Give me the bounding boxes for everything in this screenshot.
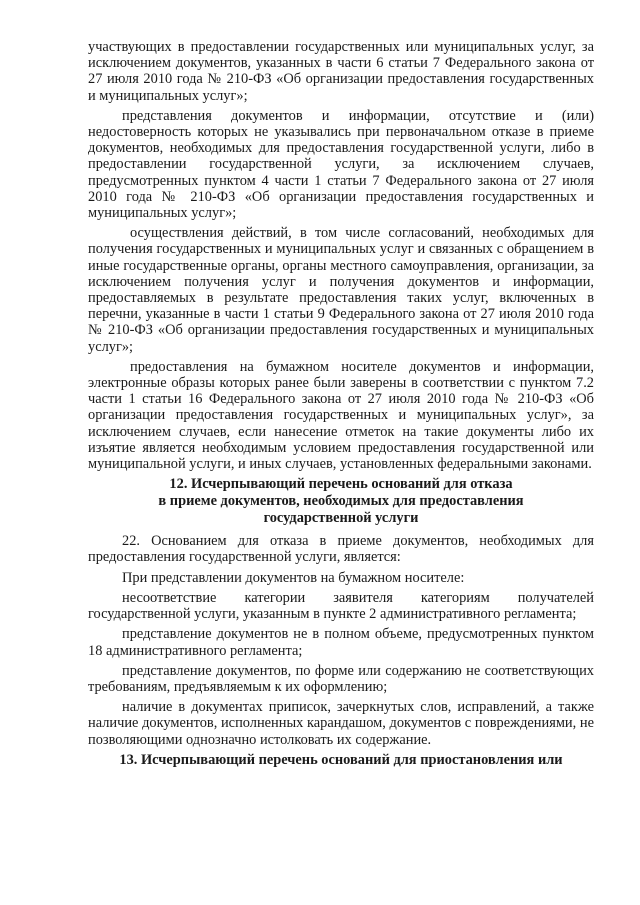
paragraph-clause-22: 22. Основанием для отказа в приеме документов, необходимых для предоставления государственной услуги, является: <box>88 533 594 566</box>
section-heading-13 <box>88 752 594 769</box>
paragraph-requirement-actions: осуществления действий, в том числе согласований, необходимых для получения государственных и муниципальных услуг и связанных с обращением в иные государственные органы, органы местного самоуправления, организации, за исключением получения услуг и получения документов и информации, предоставляемых в результате предоставления таких услуг, включенных в перечни, указанные в части 1 статьи 9 Федерального закона от 27 июля 2010 года № 210-ФЗ «Об организации предоставления государственных и муниципальных услуг»; <box>88 225 594 355</box>
paragraph-paper-submission: При представлении документов на бумажном носителе: <box>122 569 465 586</box>
section-heading-12-line1: 12. Исчерпывающий перечень оснований для отказа <box>169 476 513 493</box>
section-heading-12-line3: государственной услуги <box>263 510 419 527</box>
paragraph-reason-incomplete: представление документов не в полном объеме, предусмотренных пунктом 18 административного регламента; <box>88 626 594 659</box>
paragraph-reason-form: представление документов, по форме или содержанию не соответствующих требованиям, предъявляемым к их оформлению; <box>88 662 594 695</box>
section-heading-13-line1: 13. Исчерпывающий перечень оснований для приостановления или <box>119 751 563 768</box>
paragraph-requirement-paper: предоставления на бумажном носителе документов и информации, электронные образы которых ранее были заверены в соответствии с пунктом 7.2 части 1 статьи 16 Федерального закона от 27 июля 2010 года № 210-ФЗ «Об организации предоставления государственных и муниципальных услуг», за исключением случаев, если нанесение отметок на такие документы либо их изъятие является необходимым условием предоставления государственной или муниципальной услуги, и иных случаев, установленных федеральными законами. <box>88 358 594 473</box>
paragraph-continuation: участвующих в предоставлении государственных или муниципальных услуг, за исключением документов, указанных в части 6 статьи 7 Федерального закона от 27 июля 2010 года № 210-ФЗ «Об организации предоставления государственных и муниципальных услуг»; <box>88 39 594 104</box>
document-page <box>88 39 594 775</box>
section-heading-12 <box>88 476 594 527</box>
section-heading-12-line2: в приеме документов, необходимых для предоставления <box>158 493 524 510</box>
paragraph-reason-category: несоответствие категории заявителя категориям получателей государственной услуги, указанным в пункте 2 административного регламента; <box>88 589 594 623</box>
paragraph-reason-corrections: наличие в документах приписок, зачеркнутых слов, исправлений, а также наличие документов, исполненных карандашом, документов с повреждениями, не позволяющими однозначно истолковать их содержание. <box>88 699 594 748</box>
paragraph-requirement-documents: представления документов и информации, отсутствие и (или) недостоверность которых не указывались при первоначальном отказе в приеме документов, необходимых для предоставления государственной услуги, либо в предоставлении государственной услуги, за исключением случаев, предусмотренных пунктом 4 части 1 статьи 7 Федерального закона от 27 июля 2010 года № 210-ФЗ «Об организации предоставления государственных и муниципальных услуг»; <box>88 107 594 222</box>
